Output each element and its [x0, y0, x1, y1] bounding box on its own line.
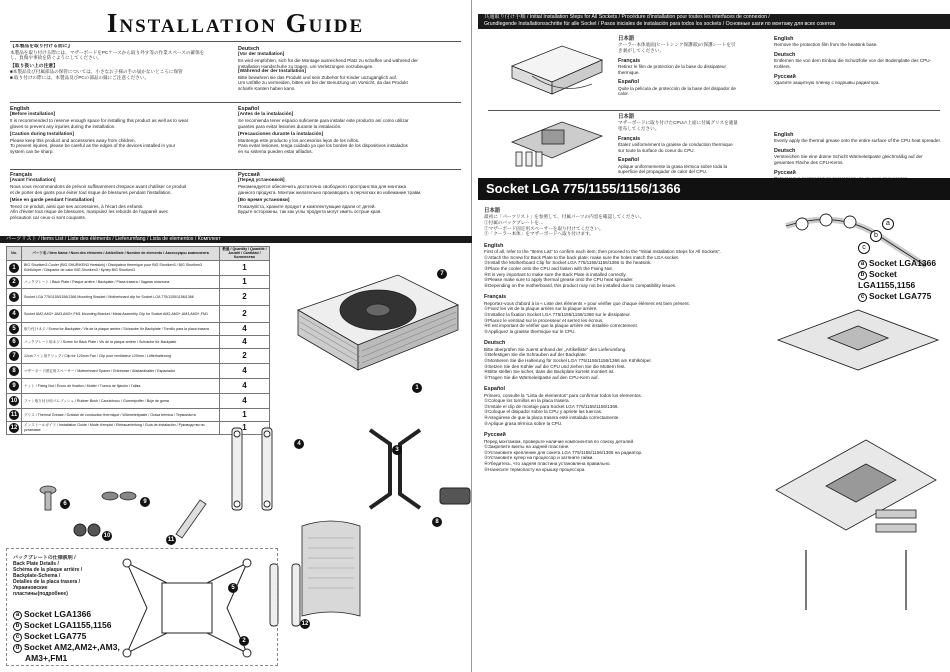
- es-caution-head: [Precauciones durante la instalación]: [238, 132, 324, 138]
- step2-es: Aplique uniformemente la grasa térmica sobre toda la superficie del propagador de calor del CPU.: [618, 163, 728, 175]
- item-number: 10: [10, 397, 18, 404]
- item-name: バックプレート用ネジ / Screw for Back Plate / Vis de la plaque arrière / Schraube für Backplate: [22, 335, 220, 348]
- instr-line: ②Install the Motherboard Clip for Socket LGA 775/1155/1156/1366 to the heatsink.: [484, 260, 652, 266]
- item-number: 6: [9, 337, 19, 347]
- parts-table-wrap: [6, 246, 270, 442]
- motherboard-illustration: [766, 400, 946, 620]
- instr-line: ③Установите кулер на процессор и затяните гайки.: [484, 455, 594, 461]
- socket-label: AM3+,FM1: [25, 653, 68, 663]
- intro-french: [10, 170, 230, 232]
- item-number: 9: [9, 381, 19, 391]
- intro-english: [10, 104, 230, 168]
- de-caution-line: scharfe Kanten haben kann.: [238, 85, 296, 91]
- instr-line: ⑤Please make sure to apply thermal grease onto the CPU heat spreader.: [484, 277, 634, 283]
- lang-label: Deutsch: [238, 46, 260, 52]
- socket-badge: a: [13, 611, 22, 620]
- table-row: [7, 363, 270, 378]
- backplate-line: Укрaиновские пластины(подробнее): [13, 585, 68, 597]
- divider: [488, 110, 940, 111]
- step1-en: Remove the protection film from the heatsink base.: [774, 42, 878, 48]
- item-name: BIG Shuriken3 Cooler (BIG SHURIKEN3 Heatsink) / Dissipateur thermique pour BIG Shuriken3 / BIG Shuriken3 Kühlkörper / Disipador de calor BIG Shuriken3 / Кулер BIG Shuriken3: [22, 260, 220, 275]
- instr-line: ④Bitte stellen Sie sicher, dass die Backplate korrekt montiert ist.: [484, 369, 615, 375]
- de-line: Installation Handschuhe zu tragen, um Verletzungen vorzubeugen.: [238, 63, 374, 69]
- screw-illustration: [36, 484, 60, 514]
- left-socket-list: [13, 609, 120, 664]
- instr-line: ⑤Aplique grasa térmica sobre la CPU.: [484, 420, 563, 426]
- callout-number: 4: [294, 439, 304, 449]
- lang-label: English: [484, 242, 504, 249]
- intro-japanese: [10, 44, 230, 104]
- ru-caution-line: Будьте осторожны, так как углы продукта могут иметь острые края.: [238, 209, 382, 215]
- item-qty: 1: [220, 408, 270, 421]
- item-qty: 4: [220, 363, 270, 378]
- instr-line: First of all, refer to the "Items List" to confirm each item; then proceed to the "Initial Installation Steps for All Sockets".: [484, 249, 721, 255]
- socket-badge: a: [882, 218, 894, 230]
- jp-caution-line: ■本製品及び付属部品の保管については、小さなお子様の手の届かないところに保管: [10, 69, 183, 75]
- callout-number: 7: [437, 269, 447, 279]
- instr-line: Reportez-vous d'abord à la « Liste des éléments » pour vérifier que chaque élément est bien présent.: [484, 300, 690, 306]
- right-page: [478, 0, 950, 672]
- en-caution-head: [Caution during Installation]: [10, 132, 74, 138]
- en-caution-line: Please keep this product and accessories away from children.: [10, 137, 136, 143]
- bracket-label-b: [870, 224, 882, 242]
- backplate-caption: [13, 555, 97, 597]
- table-row: [7, 408, 270, 421]
- instr-line: ①Fixez les vis de la plaque arrière sur la plaque arrière.: [484, 306, 598, 312]
- callout-9: [140, 490, 150, 508]
- item-name: グリス / Thermal Grease / Graisse de conduction thermique / Wärmeleitpaste / Grasa térmica / Термопаста: [22, 408, 220, 421]
- step2-illustration: [502, 112, 612, 178]
- es-line: guantes para evitar lesiones durante la instalación.: [238, 123, 342, 129]
- backplate-assembly-illustration: [768, 300, 948, 390]
- es-line: Se recomienda tener espacio suficiente para instalar este producto así como utilizar: [238, 118, 409, 123]
- en-caution-line: system can be sharp.: [10, 148, 54, 154]
- steps-band: [478, 14, 950, 29]
- jp-caution-line: ■ 取り付けの際には、本製品及びPCの部品の縁にご注意ください。: [10, 74, 150, 80]
- lang-label: English: [774, 132, 794, 138]
- callout-number: 9: [140, 497, 150, 507]
- callout-number: 1: [412, 383, 422, 393]
- intel-bracket-illustration: [216, 424, 286, 514]
- socket-label: Socket AM2,AM2+,AM3,: [24, 642, 120, 652]
- intro-spanish: [238, 104, 464, 168]
- item-qty: 4: [220, 378, 270, 393]
- fr-line: et de porter des gants pour éviter tout risque de blessures pendant l'installation.: [10, 189, 172, 195]
- instr-line: ④Убедитесь, что задняя пластина установлена правильно.: [484, 461, 611, 467]
- backplate-details-box: [6, 548, 278, 666]
- en-line: It is recommended to reserve enough space for installing this product as well as to wear: [10, 118, 189, 123]
- socket-badge: b: [858, 271, 867, 280]
- table-row: [7, 393, 270, 408]
- backplate-line: Schéma de la plaque arrière /: [13, 567, 83, 573]
- title-divider: [10, 41, 461, 42]
- de-caution-line: Um Unfälle zu vermeiden, bitten wir bei der Benutzung um Vorsicht, da das Produkt: [238, 80, 408, 86]
- step1-fr: Retirez le film de protection de la base du dissipateur thermique.: [618, 64, 727, 75]
- item-number: 12: [10, 424, 18, 431]
- socket-badge: d: [13, 644, 22, 653]
- lang-label: Русский: [774, 73, 796, 80]
- item-name: ナット / Fixing Nut / Écrou de fixation / Mutter / Tuerca de fijación / Гайка: [22, 378, 220, 393]
- fan-clip-illustration: [436, 482, 476, 512]
- item-name: Socket AM2,AM2+,AM3,AM3+,FM1 Mounting Bracket / Metal Assembly Clip for Socket AM2,AM2+,AM3,AM3+,FM1: [22, 305, 220, 322]
- ru-caution-head: [Во время установки]: [238, 198, 290, 204]
- instr-line: ④Asegúrese de que la placa trasera esté instalada correctamente.: [484, 415, 620, 421]
- lang-label: English: [774, 36, 794, 42]
- socket-label: Socket LGA1155,1156: [858, 269, 916, 290]
- callout-4: [294, 432, 304, 450]
- step2-en: Evenly apply the thermal grease onto the entire surface of the CPU heat spreader.: [774, 138, 942, 144]
- instr-line: ⑤Tragen Sie die Wärmeleitpaste auf den CPU-Kern auf.: [484, 374, 599, 380]
- col-header-name: パーツ名 / Item Name / Nom des éléments / Artikelliste / Nombre de elemento / Аксессуары компонента: [22, 247, 220, 261]
- backplate-line: Detalles de la placa trasera /: [13, 579, 80, 585]
- callout-10: [102, 524, 112, 542]
- step1-de: Entfernen Sie von dem Einbau die Schutzfolie von der Bodenplatte des CPU-Kühlers.: [774, 58, 932, 69]
- socket-item: [13, 620, 120, 631]
- callout-number: 5: [228, 583, 238, 593]
- step1-ru: Удалите защитную пленку с подошвы радиатора.: [774, 80, 880, 85]
- instr-line: Primero, consulte la "Lista de elementos" para confirmar todos los elementos.: [484, 392, 642, 398]
- item-name: Socket LGA 775/1155/1156/1366 Mounting Bracket / Motherboard clip for Socket LGA 775/1155/1156/1366: [22, 288, 220, 305]
- lang-label: Español: [238, 106, 259, 112]
- item-name: 12cmファン用クリップ / Clip for 120mm Fan / Clip pour ventilateur 120mm / Lüfterhalterung: [22, 348, 220, 363]
- parts-header-row: [7, 247, 270, 261]
- band-line: 共通取り付け手順 / Initial Installation Steps for All Sockets / Procédure d'installation pour toutes les interfaces de connexion /: [484, 14, 770, 20]
- item-number: 4: [9, 309, 19, 319]
- table-row: [7, 275, 270, 288]
- es-caution-line: en su sistema pueden estar afilados.: [238, 148, 313, 154]
- callout-number: 3: [392, 445, 402, 455]
- item-name: バックプレート / Back Plate / Plaque arrière / Backplate / Placa trasera / Задняя пластина: [22, 275, 220, 288]
- table-row: [7, 348, 270, 363]
- ru-caution-line: Пожалуйста, храните продукт и комплектующие вдали от детей.: [238, 203, 376, 209]
- instr-line: ②Montieren Sie die Halterung für Sockel LGA 775/1155/1156/1366 am Kühlkörper.: [484, 357, 652, 363]
- step2-jp: マザーボードに取り付けたCPUの上面に付属グリスを適量塗布してください。: [618, 120, 738, 131]
- table-row: [7, 335, 270, 348]
- grease-syringe-illustration: [170, 494, 210, 540]
- col-header-no: No.: [7, 247, 22, 261]
- item-qty: 1: [220, 275, 270, 288]
- page-title: Installation Guide: [106, 8, 365, 38]
- callout-1: [412, 376, 422, 394]
- ru-line: данного продукта. Монтаж желательно производить в перчатках во избежание травм.: [238, 189, 422, 195]
- step1-jp: クーラー本体底面(ヒートシンク保護部)の保護シートを引き剥がしてください。: [618, 42, 736, 53]
- socket-badge: c: [13, 633, 22, 642]
- instr-line: ③「クーラー本体」をマザーボードへ取り付けます。: [484, 231, 594, 237]
- step1-es: Quite la película de protección de la base del disipador de calor.: [618, 85, 736, 97]
- step2-de: Verstreichen Sie eine dünne Schicht Wärmeleitpaste gleichmäßig auf der gesamten Fläche des CPU-Kerns.: [774, 154, 923, 165]
- socket-title-bar: [478, 178, 950, 200]
- instr-line: ②Instale el clip de montaje para Socket LGA 775/1155/1156/1366.: [484, 403, 619, 409]
- item-qty: 1: [220, 421, 270, 434]
- item-name: マザーボード固定用スペーサー / Motherboard Spacer / Entretoise / Abstandhalter / Espaciador: [22, 363, 220, 378]
- item-qty: 4: [220, 322, 270, 335]
- parts-list-band: パーツリスト / Items List / Liste des éléments / Lieferumfang / Lista de elementos / Комплект: [0, 236, 472, 243]
- socket-item: [858, 269, 950, 291]
- bracket-label-a: [882, 212, 894, 230]
- item-qty: 2: [220, 305, 270, 322]
- col-header-qty: 数量 / Quantity / Quantité / Anzahl / Cantidad / Количество: [220, 247, 270, 261]
- table-row: [7, 260, 270, 275]
- band-line: Grundlegende Installationsschritte für alle Sockel / Pasos iniciales de instalación para todos los sockets / Основные шаги по монтажу для всех сокетов: [484, 21, 836, 27]
- nut-illustration: [72, 520, 102, 540]
- step1-right-text: [774, 34, 944, 108]
- lang-label: Français: [484, 294, 507, 301]
- table-row: [7, 288, 270, 305]
- lang-label: Deutsch: [774, 148, 796, 154]
- jp-head: 【本製品を取り付ける前に】: [10, 44, 73, 49]
- socket-badge: b: [13, 622, 22, 631]
- step2-left-text: [618, 112, 738, 186]
- ru-head: [Перед установкой]: [238, 178, 285, 184]
- socket-label: Socket LGA1155,1156: [24, 620, 112, 630]
- instr-line: ③Coloque el disipador sobre la CPU y apriete las tuercas.: [484, 409, 603, 415]
- callout-number: 12: [301, 621, 309, 627]
- item-number: 2: [9, 277, 19, 287]
- socket-badge: b: [870, 230, 882, 242]
- backplate-title: バックプレートの仕様説明 /: [13, 555, 76, 561]
- item-number: 7: [9, 351, 19, 361]
- callout-3: [392, 438, 402, 456]
- bracket-label-c: [858, 236, 870, 254]
- socket-badge: a: [858, 260, 867, 269]
- left-page: [0, 0, 472, 672]
- jp-line: し、負傷や事故を防ぐようにしてください。: [10, 55, 102, 61]
- socket-badge: c: [858, 293, 867, 302]
- item-qty: 2: [220, 288, 270, 305]
- fr-line: Nous vous recommandons de prévoir suffisamment d'espace avant d'utiliser ce produit: [10, 184, 187, 189]
- intro-german: [238, 44, 464, 104]
- socket-item: [13, 631, 120, 642]
- lang-label: Русский: [238, 172, 260, 178]
- instr-line: ②Installez la fixation Socket LGA 775/1155/1156/1366 sur le dissipateur.: [484, 311, 631, 317]
- lang-label: Русский: [774, 169, 796, 176]
- instr-line: ⑤Нанесите термопасту на крышку процессора.: [484, 466, 586, 472]
- de-head: [Vor der Installation]: [238, 52, 285, 58]
- callout-number: 11: [167, 537, 175, 543]
- socket-badge: c: [858, 242, 870, 254]
- instr-line: 最初に「パーツリスト」を参照して、付属パーツの内容を確認してください。: [484, 214, 645, 220]
- en-line: gloves to prevent any injuries during the installation.: [10, 123, 116, 129]
- item-name: ファン取り付け用ゴムブッシュ / Rubber Bush / Caoutchouc / Gummipuffer / Buje de goma: [22, 393, 220, 408]
- instr-line: ③Place the cooler onto the CPU and fasten with the Fixing Nut.: [484, 265, 613, 271]
- instr-line: ⑥Depending on the motherboard, this product may not be installed due to compatibility issues.: [484, 282, 677, 288]
- lang-label: Español: [618, 79, 639, 86]
- right-socket-list: [858, 258, 950, 302]
- instr-line: ①Befestigen Sie die Schrauben auf der Backplate.: [484, 352, 587, 358]
- parts-table: [6, 246, 270, 435]
- fr-caution-line: précaution car ceux-ci sont coupants.: [10, 214, 87, 220]
- en-caution-line: To prevent injuries, please be careful as the edges of the devices installed in your: [10, 143, 176, 149]
- socket-label: Socket LGA775: [24, 631, 87, 641]
- callout-number: 2: [239, 636, 249, 646]
- lang-label: 日本語: [484, 208, 501, 214]
- lang-label: Français: [618, 57, 641, 64]
- lang-label: Русский: [484, 432, 506, 439]
- callout-number: 8: [432, 517, 442, 527]
- de-caution-line: Bitte bewahren sie das Produkt und sein Zubehör für Kinder unzugänglich auf.: [238, 74, 398, 80]
- de-line: Es wird empfohlen, sich für die Montage ausreichend Platz zu schaffen und während der: [238, 58, 418, 63]
- instr-line: ①付属のバックプレートを…: [484, 220, 544, 225]
- lang-label: Français: [618, 135, 641, 142]
- socket-label: Socket LGA1366: [24, 609, 92, 619]
- instr-line: ⑤Appliquez la graisse thermique sur le CPU.: [484, 328, 576, 334]
- fr-caution-line: Tenez ce produit, ainsi que ses accessoires, à l'écart des enfants.: [10, 203, 144, 209]
- es-head: [Antes de la instalación]: [238, 112, 294, 118]
- es-caution-line: Mantenga este producto y los accesorios lejos de los niños.: [238, 137, 360, 143]
- item-number: 1: [9, 263, 19, 273]
- item-number: 5: [9, 324, 19, 334]
- socket-item: [13, 609, 120, 620]
- lang-label: 日本語: [618, 114, 635, 120]
- callout-2: [239, 629, 249, 647]
- instr-line: ③Placez le ventirad sur le processeur et serrez les écrous.: [484, 317, 604, 323]
- table-row: [7, 305, 270, 322]
- divider: [10, 102, 461, 103]
- item-name: 取り付けネジ / Screw for Backplate / Vis de la plaque arrière / Schraube für Backplate / Tornillo para la placa trasera: [22, 322, 220, 335]
- callout-6: [60, 492, 70, 510]
- backplate-line: Back Plate Details /: [13, 561, 59, 567]
- lang-label: Deutsch: [484, 340, 506, 347]
- table-row: [7, 322, 270, 335]
- fr-head: [Avant l'installation]: [10, 178, 56, 184]
- step1-illustration: [502, 36, 612, 106]
- jp-caution-head: 【取り扱い上の注意】: [10, 63, 58, 69]
- backplate-line: Backplate-Schema /: [13, 573, 61, 579]
- instr-line: ④It is very important to make sure the Back Plate is installed correctly.: [484, 271, 627, 277]
- es-caution-line: Para evitar lesiones, tenga cuidado ya que los bordes de los dispositivos instalados: [238, 143, 408, 149]
- callout-8: [432, 510, 442, 528]
- de-caution-head: [Während der der Installation]: [238, 69, 306, 75]
- item-qty: 2: [220, 348, 270, 363]
- instr-line: ①Attach the Screw for Back Plate to the back plate; make sure the holes match the LGA socket.: [484, 254, 680, 260]
- instr-line: ③Setzen Sie den Kühler auf die CPU und ziehen Sie die Muttern fest.: [484, 363, 626, 369]
- callout-number: 6: [60, 499, 70, 509]
- fr-caution-head: [Mise en garde pendant l'installation]: [10, 198, 95, 204]
- item-qty: 1: [220, 260, 270, 275]
- item-number: 11: [10, 411, 18, 418]
- socket-item: [858, 258, 950, 269]
- item-number: 3: [9, 292, 19, 302]
- callout-7: [437, 262, 447, 280]
- socket-item: [13, 642, 120, 653]
- instr-line: Перед монтажом, проверьте наличие компонентов по списку деталей.: [484, 438, 635, 444]
- instr-line: ②マザーボード固定用スペーサーを取り付けてください。: [484, 225, 604, 231]
- socket-instructions: [484, 206, 754, 666]
- lang-label: Deutsch: [774, 52, 796, 58]
- step1-left-text: [618, 34, 738, 108]
- instr-line: Bitte überprüfen Sie zuerst anhand der „Artikelliste“ den Lieferumfang.: [484, 346, 627, 352]
- instr-line: ④Il est important de vérifier que la plaque arrière est installée correctement.: [484, 323, 638, 329]
- lang-label: English: [10, 106, 30, 112]
- spacer-illustration: [100, 486, 140, 506]
- step2-fr: Étalez uniformément la graisse de conduction thermique sur toute la surface du coeur du CPU.: [618, 142, 733, 153]
- lang-label: 日本語: [618, 36, 635, 42]
- callout-number: 10: [103, 533, 111, 539]
- socket-item: [13, 653, 120, 664]
- item-name: インストールガイド / Installation Guide / Mode d'emploi / Einbauanleitung / Guía de instalación / Руководство по установке: [22, 421, 220, 434]
- socket-title: Socket LGA 775/1155/1156/1366: [486, 181, 681, 196]
- item-qty: 4: [220, 393, 270, 408]
- jp-line: 本製品を取り付ける際には、マザーボードをPCケースから取り外す等の作業スペースの確保を: [10, 49, 205, 55]
- socket-label: Socket LGA775: [869, 291, 932, 301]
- socket-label: Socket LGA1366: [869, 258, 937, 268]
- lang-label: Español: [618, 157, 639, 164]
- en-head: [Before installation]: [10, 112, 56, 118]
- item-qty: 4: [220, 335, 270, 348]
- item-number: 8: [9, 366, 19, 376]
- fr-caution-line: Afin d'éviter tout risque de blessures, manipulez les rebords de l'appareil avec: [10, 209, 169, 215]
- table-row: [7, 378, 270, 393]
- lang-label: Español: [484, 386, 505, 393]
- intro-russian: [238, 170, 464, 232]
- callout-11: [166, 528, 176, 546]
- instr-line: ①Закрепите винты на задней пластине.: [484, 444, 570, 450]
- instr-line: ②Установите крепление для сокета LGA 775/1155/1156/1366 на радиатор.: [484, 449, 643, 455]
- lang-label: Français: [10, 172, 33, 178]
- ru-line: Рекомендуется обеспечить достаточно свободного пространства для монтажа: [238, 184, 407, 189]
- instr-line: ①Coloque los tornillos en la placa trasera.: [484, 398, 570, 404]
